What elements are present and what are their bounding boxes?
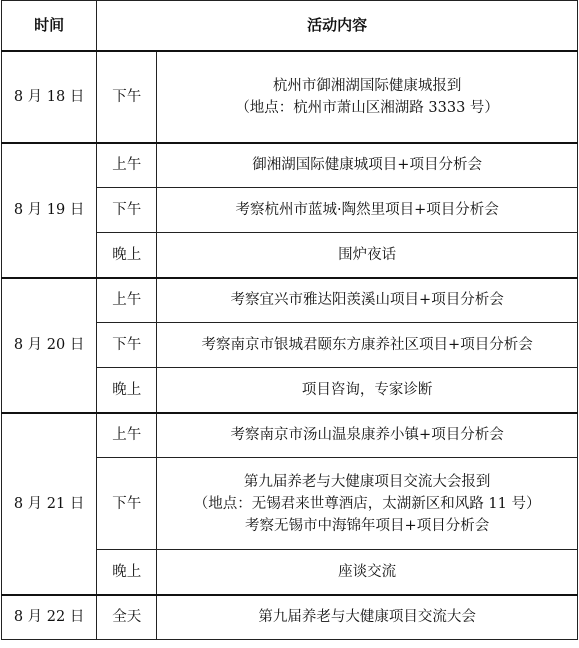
period-cell: 下午 — [97, 323, 157, 368]
schedule-body — [2, 51, 578, 640]
content-cell — [157, 368, 578, 413]
period-cell: 晚上 — [97, 550, 157, 595]
content-line: 考察南京市银城君颐东方康养社区项目+项目分析会 — [201, 337, 533, 353]
content-cell — [157, 550, 578, 595]
period-cell: 全天 — [97, 595, 157, 640]
period-cell: 上午 — [97, 278, 157, 323]
date-cell: 8 月 21 日 — [2, 413, 97, 595]
table-row — [2, 595, 578, 640]
content-line: （地点：无锡君来世尊酒店，太湖新区和风路 11 号） — [193, 495, 541, 512]
table-row — [2, 413, 578, 458]
period-cell: 下午 — [97, 51, 157, 143]
content-cell — [157, 323, 578, 368]
header-time: 时间 — [2, 1, 97, 51]
period-cell: 上午 — [97, 143, 157, 188]
table-row — [2, 278, 578, 323]
content-line: 考察无锡市中海锦年项目+项目分析会 — [245, 517, 490, 534]
period-cell: 晚上 — [97, 233, 157, 278]
content-line: 考察南京市汤山温泉康养小镇+项目分析会 — [230, 427, 504, 444]
content-line: 杭州市御湘湖国际健康城报到 — [272, 77, 462, 94]
content-cell — [157, 143, 578, 188]
date-cell: 8 月 19 日 — [2, 143, 97, 278]
content-line: （地点：杭州市萧山区湘湖路 3333 号） — [235, 99, 499, 116]
content-cell — [157, 458, 578, 550]
date-cell: 8 月 20 日 — [2, 278, 97, 413]
header-content: 活动内容 — [97, 1, 578, 51]
content-line: 考察宜兴市雅达阳羡溪山项目+项目分析会 — [230, 292, 504, 309]
table-row — [2, 143, 578, 188]
date-cell: 8 月 18 日 — [2, 51, 97, 143]
content-cell — [157, 51, 578, 143]
period-cell: 晚上 — [97, 368, 157, 413]
date-cell: 8 月 22 日 — [2, 595, 97, 640]
content-line: 御湘湖国际健康城项目+项目分析会 — [252, 157, 482, 174]
content-line: 座谈交流 — [338, 563, 397, 580]
schedule-table — [1, 0, 578, 640]
content-cell — [157, 278, 578, 323]
content-line: 第九届养老与大健康项目交流大会 — [258, 609, 476, 626]
content-cell — [157, 413, 578, 458]
content-cell — [157, 595, 578, 640]
header-row — [2, 1, 578, 51]
content-line: 围炉夜话 — [338, 246, 397, 263]
period-cell: 下午 — [97, 458, 157, 550]
period-cell: 下午 — [97, 188, 157, 233]
content-line: 考察杭州市蓝城·陶然里项目+项目分析会 — [235, 202, 499, 218]
content-line: 第九届养老与大健康项目交流大会报到 — [243, 473, 491, 490]
content-cell — [157, 233, 578, 278]
table-row — [2, 51, 578, 143]
content-line: 项目咨询，专家诊断 — [301, 381, 433, 398]
period-cell: 上午 — [97, 413, 157, 458]
content-cell — [157, 188, 578, 233]
